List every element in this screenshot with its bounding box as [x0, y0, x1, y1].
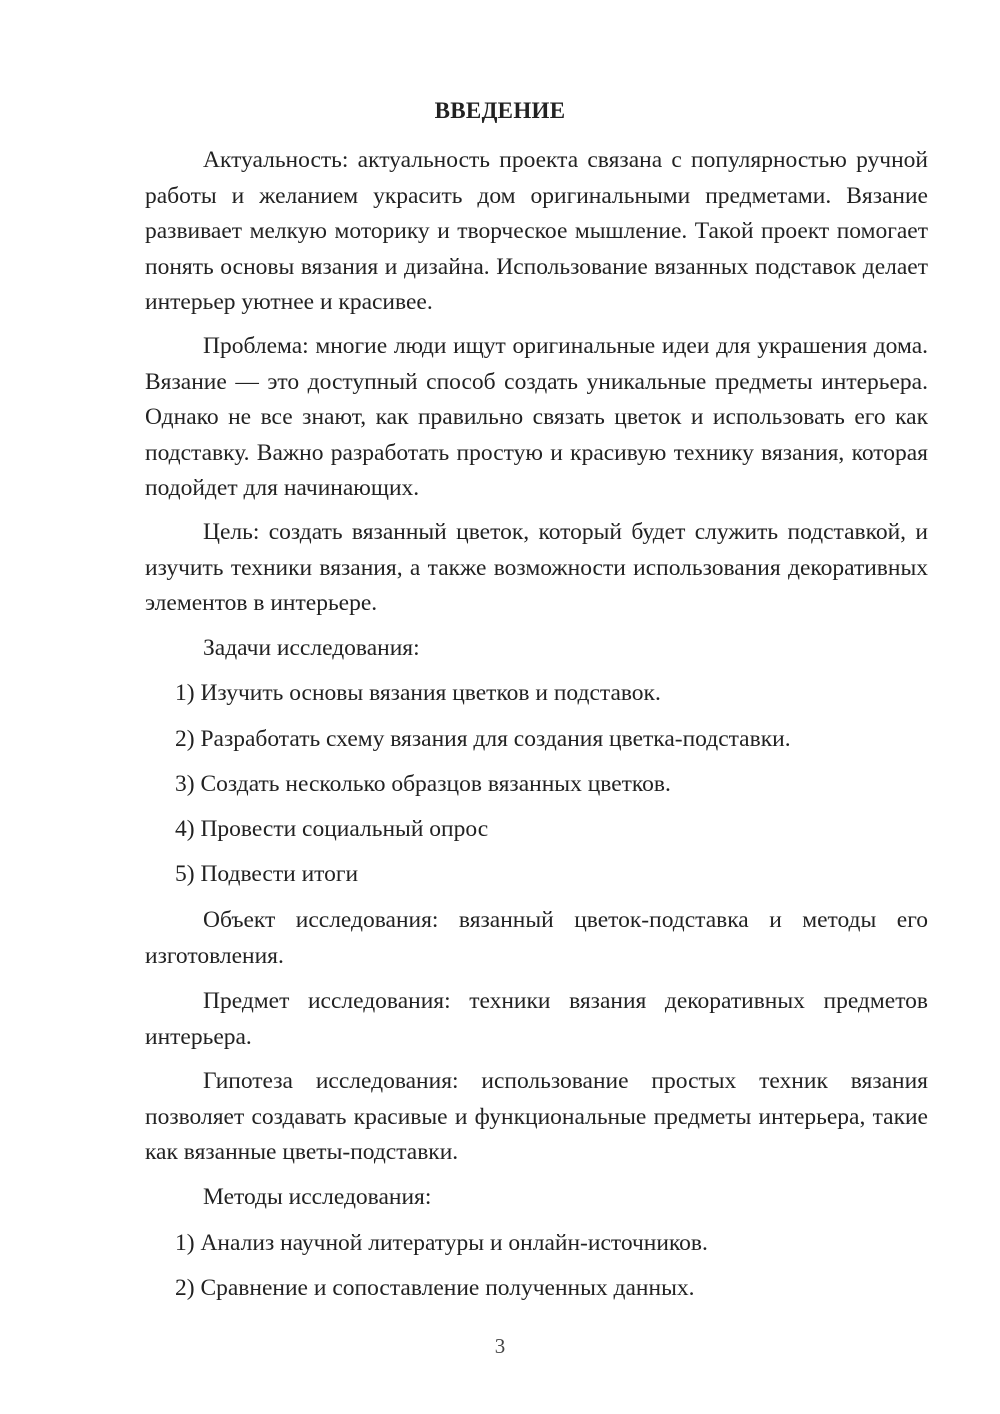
- list-item: 3) Создать несколько образцов вязанных цветков.: [175, 771, 671, 797]
- page-number: 3: [494, 1334, 506, 1358]
- relevance-paragraph: Актуальность: актуальность проекта связана с популярностью ручной работы и желанием украсить дом оригинальными предметами. Вязание развивает мелкую моторику и творческое мышление. Такой проект помогает понять основы вязания и дизайна. Использование вязанных подставок делает интерьер уютнее и красивее.: [145, 147, 928, 315]
- list-item: 2) Сравнение и сопоставление полученных данных.: [175, 1275, 695, 1301]
- list-item: 1) Изучить основы вязания цветков и подставок.: [175, 680, 661, 706]
- tasks-heading: Задачи исследования:: [203, 635, 420, 661]
- list-item: 4) Провести социальный опрос: [175, 816, 489, 842]
- list-item: 2) Разработать схему вязания для создания цветка-подставки.: [175, 726, 791, 752]
- subject-paragraph: Предмет исследования: техники вязания декоративных предметов интерьера.: [145, 988, 928, 1050]
- object-paragraph: Объект исследования: вязанный цветок-подставка и методы его изготовления.: [145, 907, 928, 969]
- hypothesis-paragraph: Гипотеза исследования: использование простых техник вязания позволяет создавать красивые и функциональные предметы интерьера, такие как вязанные цветы-подставки.: [145, 1068, 928, 1165]
- methods-heading: Методы исследования:: [203, 1184, 432, 1210]
- problem-paragraph: Проблема: многие люди ищут оригинальные идеи для украшения дома. Вязание — это доступный способ создать уникальные предметы интерьера. Однако не все знают, как правильно связать цветок и использовать его как подставку. Важно разработать простую и красивую технику вязания, которая подойдет для начинающих.: [145, 333, 928, 501]
- list-item: 1) Анализ научной литературы и онлайн-источников.: [175, 1230, 708, 1256]
- goal-paragraph: Цель: создать вязанный цветок, который будет служить подставкой, и изучить техники вязания, а также возможности использования декоративных элементов в интерьере.: [145, 519, 928, 616]
- list-item: 5) Подвести итоги: [175, 861, 359, 887]
- page-title: ВВЕДЕНИЕ: [434, 98, 566, 123]
